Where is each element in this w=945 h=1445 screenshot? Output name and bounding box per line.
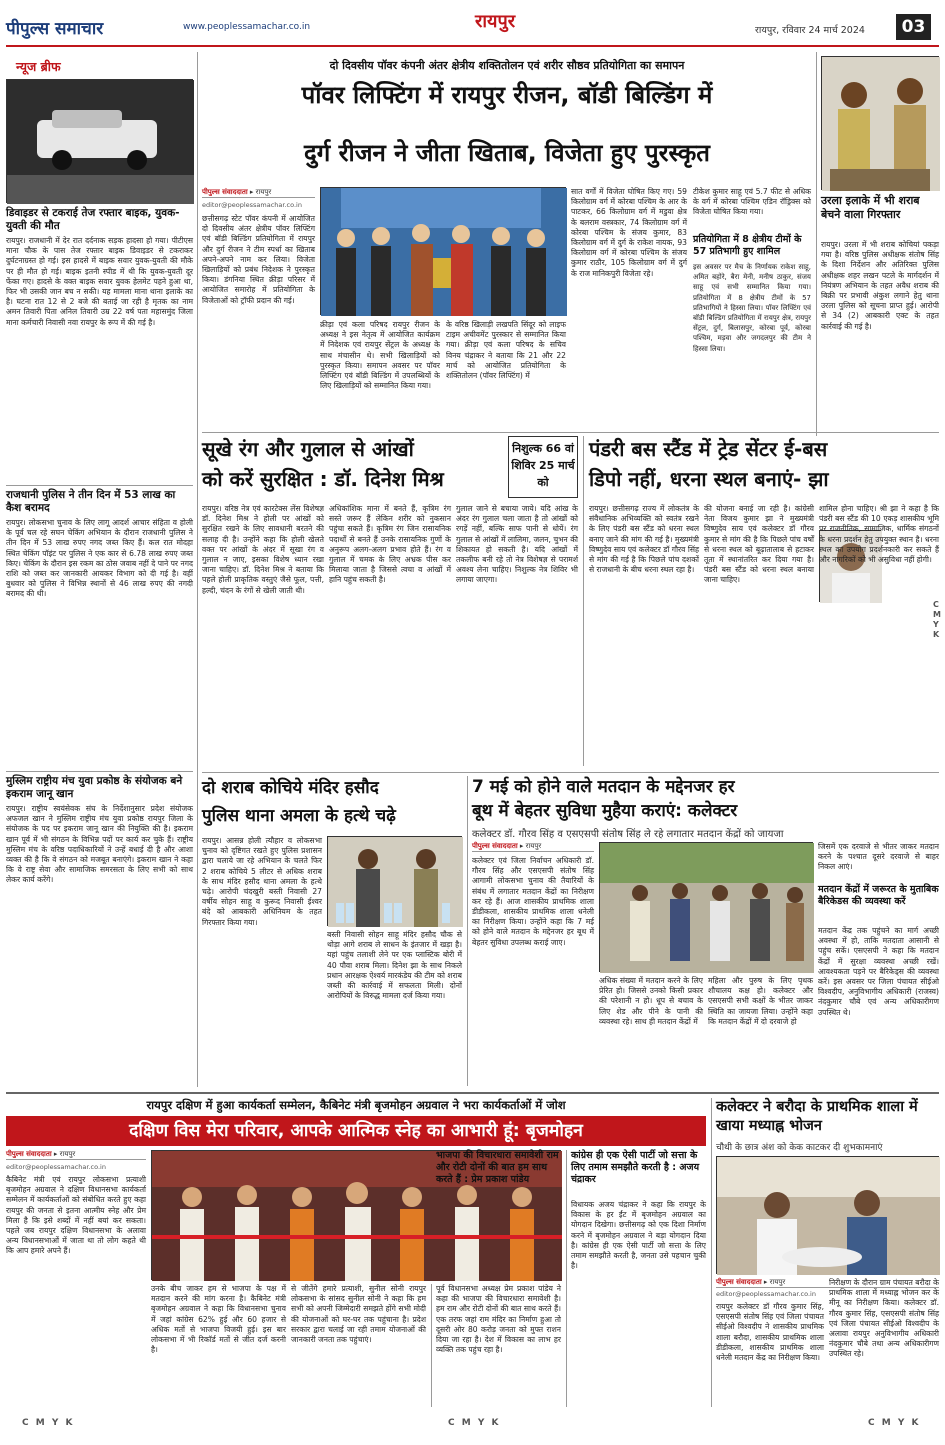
power-col5b: इस अवसर पर मैच के निर्णायक राकेश साहू, अमित बहोरे, बैरा मेनी, मनीष ठाकुर, संजय साहू एवं सभी सम्मानित किया गया। प्रतियोगिता में 8 क्षेत्रीय टीमों के 57 प्रतिभागियों ने हिस्सा लिया। पॉवर लिफ्टिंग एवं बॉडी बिल्डिंग प्रतियोगिता में रायपुर क्षेत्र, रायपुर सेंट्रल, दुर्ग, बिलासपुर, कोरबा पूर्व, कोरबा पश्चिम, मड़वा और जगदलपुर की टीम ने हिस्सा लिया। bbox=[693, 263, 811, 353]
bridge-byline: पीपुल्स संवाददाता ▸ रायपुर bbox=[6, 1150, 146, 1160]
bridge-side-divider bbox=[431, 1284, 432, 1407]
power-winners-photo bbox=[320, 187, 566, 315]
brief-divider-2 bbox=[6, 771, 193, 772]
school-email: editor@peoplessamachar.co.in bbox=[716, 1290, 816, 1298]
holi-headline-2: को करें सुरक्षित : डॉ. दिनेश मिश्र bbox=[202, 467, 444, 491]
news-brief-label: न्यूज ब्रीफ bbox=[16, 59, 61, 74]
accident-photo bbox=[6, 79, 193, 203]
left-column-divider bbox=[197, 52, 198, 1087]
right-column-divider bbox=[816, 52, 817, 436]
depot-col1: रायपुर। छत्तीसगढ़ राज्य में लोकतंत्र के संवैधानिक अभिव्यक्ति को स्वतंत्र रखने के लिए पंडरी बस स्टैंड को धरना स्थल बनाए जाने की मांग की गई है। मुख्यमंत्री विष्णुदेव साय एवं कलेक्टर डॉ गौरव सिंह से मांग की गई है कि पिछले पांच दशकों से राजधानी के बीच धरना स्थल रहा है। bbox=[589, 504, 699, 575]
depot-col2: की योजना बनाई जा रही है। कांग्रेसी नेता विजय कुमार झा ने मुख्यमंत्री विष्णुदेव साय एवं कलेक्टर डॉ गौरव कुमार से मांग की है कि पिछले पांच वर्षों से धरना स्थल को बूढ़ातालाब से हटाकर तूता में स्थानांतरित कर दिया गया है। पंडरी बस स्टैंड को धरना स्थल बनाया जाना चाहिए। bbox=[704, 504, 814, 585]
lunch-photo-art bbox=[717, 1157, 940, 1275]
power-col3: के वरिष्ठ खिलाड़ी लखपति सिंदूर को लाइफ टाइम अचीवमेंट पुरस्कार से सम्मानित किया गया। क्रीड़ा एवं कला परिषद के सचिव विनय चंद्राकर ने बताया कि 21 और 22 मार्च को आयोजित प्रतियोगिता के शक्तितोलन (पॉवर लिफ्टिंग) में bbox=[446, 320, 566, 381]
power-col2: क्रीड़ा एवं कला परिषद रायपुर रीजन के अध्यक्ष ने इस नेतृत्व में आयोजित कार्यक्रम में निदेशक एवं रायपुर सेंट्रल के अध्यक्ष के साथ मंचासीन थे। सभी खिलाड़ियों को पुरस्कृत किया। समापन अवसर पर पॉवर लिफ्टिंग एवं बॉडी बिल्डिंग में उपलब्धियों के लिए खिलाड़ियों को सम्मानित किया गया। bbox=[320, 320, 440, 391]
collector-byline-city: रायपुर bbox=[525, 842, 542, 850]
brief-item2-title: राजधानी पुलिस ने तीन दिन में 53 लाख का कैश बरामद bbox=[6, 489, 176, 514]
power-email: editor@peoplessamachar.co.in bbox=[202, 201, 302, 209]
school-byline: पीपुल्स संवाददाता ▸ रायपुर bbox=[716, 1278, 939, 1288]
collector-headline-2: बूथ में बेहतर सुविधा मुहैया कराएं: कलेक्टर bbox=[472, 801, 738, 821]
bridge-banner: रायपुर दक्षिण में हुआ कार्यकर्ता सम्मेलन, कैबिनेट मंत्री बृजमोहन अग्रवाल ने भरा कार्यकर्ताओं में जोश bbox=[146, 1098, 566, 1112]
top-section-divider bbox=[202, 432, 939, 433]
power-byline-city: रायपुर bbox=[255, 188, 272, 196]
holi-col1: रायपुर। वरिष्ठ नेत्र एवं कारटेक्स लेंस विशेषज्ञ डॉ. दिनेश मिश्र ने होली पर आंखों को सुरक्षित रखने के लिए सावधानी बरतने की सलाह दी है। उन्होंने कहा कि होली खेलते वक्त पर आंखों के अंदर में सूखा रंग व गुलाल न जाए, इसका विशेष ध्यान रखा जाना चाहिए। डॉ. दिनेश मिश्र ने बताया कि पहले होली प्राकृतिक वस्तुएं जैसे फूल, पत्ती, हल्दी, चंदन के रंगों से खेली जाती थी। bbox=[202, 504, 324, 595]
bridge-side2-divider bbox=[566, 1150, 567, 1407]
power-headline-1: पॉवर लिफ्टिंग में रायपुर रीजन, बॉडी बिल्डिंग में bbox=[301, 81, 713, 109]
mid-section-divider bbox=[202, 772, 939, 773]
brief-item2-body: रायपुर। लोकसभा चुनाव के लिए लागू आदर्श आचार संहिता व होली के पूर्व चल रहे सघन चेकिंग अभियान के दौरान राजधानी पुलिस ने तीन दिन में 53 लाख रुपए नगद जब्त किए हैं। कल रात मोदहा स्थित चेकिंग पॉइंट पर पुलिस ने एक कार से 6.78 लाख रुपए जब्त किए। चेकिंग के दौरान इस रकम का ठोस जवाब नहीं दे पाने पर नगद राशि को जब्त कर जानकारी आयकर विभाग को दी गई है। वहीं बुधवार को पुलिस ने विभिन्न स्थानों से 46 लाख रुपए की नगदी बरामद की थी। bbox=[6, 518, 193, 599]
depot-headline-2: डिपो नहीं, धरना स्थल बनाएं- झा bbox=[589, 467, 829, 491]
page-number: 03 bbox=[896, 14, 931, 40]
school-byline-name: पीपुल्स संवाददाता bbox=[716, 1278, 762, 1286]
news-brief-column bbox=[6, 52, 193, 1087]
depot-headline-1: पंडरी बस स्टैंड में ट्रेड सेंटर ई-बस bbox=[589, 437, 828, 461]
brief-divider-1 bbox=[6, 485, 193, 486]
school-col1: रायपुर कलेक्टर डॉ गौरव कुमार सिंह, एसएसपी संतोष सिंह एवं जिला पंचायत सीईओ विश्वदीप ने शासकीय प्राथमिक शाला बरौदा, शासकीय प्राथमिक शाला डीडीकला, शासकीय प्राथमिक शाला धनेली मतदान केंद्र का निरीक्षण किया। bbox=[716, 1302, 824, 1363]
holi-col3: गुलाल जाने से बचाया जाये। यदि आंख के अंदर रंग गुलाल चला जाता है तो आंखों को रगड़ें नहीं, बल्कि साफ पानी से धोयें। रंग गुलाल से आंखों में लालिमा, जलन, चुभन की शिकायत हो सकती है। यदि आंखों में तकलीफ बनी रहे तो नेत्र विशेषज्ञ से परामर्श अवश्य लेना चाहिए। निशुल्क नेत्र शिविर भी लगाया जाएगा। bbox=[456, 504, 578, 585]
holi-depot-divider bbox=[583, 436, 584, 766]
liquor-right-body: रायपुर। उरला में भी शराब कोचियां पकड़ा गया है। वरिष्ठ पुलिस अधीक्षक संतोष सिंह के दिशा निर्देशन और अतिरिक्त पुलिस अधीक्षक शहर लखन पटले के मार्गदर्शन में नियंत्रण अभियान के तहत अवैध शराब की बिक्री पर प्रभावी अंकुश लगाने हेतु थाना उरला पुलिस को सूचना प्राप्त हुई। आरोपी से 34 (2) आबकारी एक्ट के तहत कार्रवाई की गई है। bbox=[821, 240, 939, 331]
collector-col1: कलेक्टर एवं जिला निर्वाचन अधिकारी डॉ. गौरव सिंह और एसएसपी संतोष सिंह आगामी लोकसभा चुनाव की तैयारियों के संबंध में लगातार मतदान केंद्रों का निरीक्षण कर रहे हैं। आज शासकीय प्राथमिक शाला डीडीकला, शासकीय प्राथमिक शाला धनेली का निरीक्षण किया। उन्होंने कहा कि 7 मई को होने वाले मतदान के मद्देनजर हर बूथ में बेहतर सुविधा उपलब्ध कराई जाए। bbox=[472, 856, 594, 947]
registration-right: C M Y K bbox=[868, 1418, 921, 1428]
holi-col2: अधिकांशिक माना में बनते हैं, कृत्रिम रंग सस्ते जरूर हैं लेकिन शरीर को नुकसान पहुंचा सकते हैं। कृत्रिम रंग जिन रासायनिक पदार्थों से बनते हैं उनके रासायनिक गुणों के अनुरूप अलग-अलग प्रभाव होते हैं। रंग व गुलाल में चमक के लिए अभ्रक पीस कर मिलाया जाता है जिससे त्वचा व आंखों में हानि पहुंच सकती है। bbox=[329, 504, 451, 585]
school-headline: कलेक्टर ने बरौदा के प्राथमिक शाला में खाया मध्याह्न भोजन bbox=[716, 1099, 918, 1134]
masthead-url: www.peoplessamachar.co.in bbox=[183, 22, 311, 32]
collector-col4-subhead: मतदान केंद्रों में जरूरत के मुताबिक बैरिकेडस की व्यवस्था करें bbox=[818, 884, 939, 907]
bridge-byline-name: पीपुल्स संवाददाता bbox=[6, 1150, 52, 1158]
liquor-photo-art bbox=[822, 57, 940, 191]
liquor-mid-headline-2: पुलिस थाना अमला के हत्थे चढ़े bbox=[202, 806, 396, 826]
masthead-rule bbox=[6, 45, 939, 47]
holi-sidebox: निशुल्क 66 वां शिविर 25 मार्च को bbox=[508, 436, 578, 498]
bridge-side1-text: पूर्व विधानसभा अध्यक्ष प्रेम प्रकाश पांडेय ने कहा की भाजपा की विचारधारा समावेशी है। हम राम और रोटी दोनों की बात साथ करते हैं। एक तरफ जहां राम मंदिर का निर्माण हुआ तो दूसरी ओर 80 करोड़ जनता को मुफ्त राशन दिया जा रहा है। देश में विकास का लाभ हर व्यक्ति तक पहुंच रहा है। bbox=[436, 1284, 561, 1355]
seizure-photo-art bbox=[328, 837, 463, 927]
power-col5: टीकेश कुमार साहू एवं 5.7 फीट से अधिक के वर्ग में कोरबा पश्चिम एडिन रॉड्रिक्स को विजेता घोषित किया गया। bbox=[693, 187, 811, 217]
collector-visit-photo bbox=[599, 842, 813, 972]
registration-left: C M Y K bbox=[22, 1418, 75, 1428]
collector-col3: महिला और पुरुष के लिए पृथक शौचालय कक्ष हो। कलेक्टर और एसएसपी सभी कक्षों के भीतर जाकर स्थिति का जायजा लिया। उन्होंने कहा कि मतदान केंद्रों में दो दरवाजे हो bbox=[708, 976, 813, 1026]
bridge-side2-title: कांग्रेस ही एक ऐसी पार्टी जो सत्ता के लिए तमाम समझौते करती है : अजय चंद्राकर bbox=[571, 1150, 700, 1185]
bridge-byline-city: रायपुर bbox=[59, 1150, 76, 1158]
liquor-arrest-photo bbox=[821, 56, 939, 190]
brief-item3-body: रायपुर। राष्ट्रीय स्वयंसेवक संघ के निर्देशानुसार प्रदेश संयोजक अफजल खान ने मुस्लिम राष्ट्रीय मंच युवा प्रकोष्ठ रायपुर जिला के संयोजक के पद पर इकराम जानू खान की नियुक्ति की है। इकराम खान पूर्व में भी संगठन के विभिन्न पदों पर कार्य कर चुके हैं। राष्ट्रीय मुस्लिम मंच के वरिष्ठ पदाधिकारियों ने उन्हें बधाई दी है और आशा व्यक्त की है कि वे संगठन को मजबूत बनाएंगे। इकराम खान ने कहा कि वे राष्ट्र सेवा और सामाजिक समरसता के लिए सभी को साथ लेकर कार्य करेंगे। bbox=[6, 804, 193, 885]
liquor-mid-col1: रायपुर। आसन्न होली त्यौहार व लोकसभा चुनाव को दृष्टिगत रखते हुए पुलिस प्रशासन द्वारा चलाये जा रहे अभियान के चलते फिर 2 शराब कोचिये 5 लीटर से अधिक शराब के साथ मंदिर हसौद थाना अमला के हत्थे चढ़े। आरोपी चंदखुरी बस्ती निवासी 27 वर्षीय सोहन साहू व कुरूद निवासी ईश्वर बंदे को आबकारी अधिनियम के तहत गिरफ्तार किया गया। bbox=[202, 836, 322, 927]
school-subhead: चौथी के छात्र अंश को केक काटकर दी शुभकामनाएं bbox=[716, 1143, 883, 1153]
registration-side: CMYK bbox=[933, 600, 941, 639]
visit-photo-art bbox=[600, 843, 814, 973]
masthead-logo: पीपुल्स समाचार bbox=[6, 19, 104, 39]
liquor-right-title: उरला इलाके में भी शराब बेचने वाला गिरफ्तार bbox=[821, 194, 920, 221]
bridge-col2: उनके बीच जाकर हम से भाजपा के पक्ष में मतदान करने की मांग करना है। कैबिनेट मंत्री बृजमोहन अग्रवाल ने कहा कि विधानसभा चुनाव में जहां कांग्रेस 62% हुई और 60 हजार से अधिक मतों से भाजपा विजयी हुई। इस बार लोकसभा में भी रिकॉर्ड मतों से जीत दर्ज करनी है। bbox=[151, 1284, 286, 1355]
collector-subhead: कलेक्टर डॉ. गौरव सिंह व एसएसपी संतोष सिंह ले रहे लगातार मतदान केंद्रों को जायजा bbox=[472, 829, 784, 840]
power-subhead: प्रतियोगिता में 8 क्षेत्रीय टीमों के 57 प्रतिभागी हुए शामिल bbox=[693, 234, 802, 257]
power-byline: पीपुल्स संवाददाता ▸ रायपुर bbox=[202, 188, 315, 198]
bottom-section-divider bbox=[6, 1092, 939, 1094]
brief-item1-body: रायपुर। राजधानी में देर रात दर्दनाक सड़क हादसा हो गया। पीटीएस माना चौक के पास तेज रफ्तार बाइक डिवाइडर से टकराकर दुर्घटनाग्रस्त हो गई। इस हादसे में बाइक सवार युवक-युवती की मौके पर ही मौत हो गई। बाइक इतनी स्पीड में थी कि युवक-युवती दूर फेंका गए। हादसे के वक्त बाइक सवार युवक हेलमेट पहने हुआ था, फिर भी उसकी जान बच न सकी। यह मामला माना थाना इलाके का है। घटना रात 12 से 2 बजे की बताई जा रही है मृतक का नाम अमन तिवारी पिता अनिल तिवारी उम्र 22 वर्ष पता महासमुंद जिला माना कर्मचारी निवासी नवा रायपुर के रूप में की गई है। bbox=[6, 236, 193, 327]
collector-col2: अधिक संख्या में मतदान करने के लिए प्रेरित हो। जिससे उनको किसी प्रकार की परेशानी न हो। धूप से बचाव के लिए शेड और पीने के पानी की व्यवस्था रहे। साथ ही मतदान केंद्रों में bbox=[599, 976, 703, 1026]
school-byline-city: रायपुर bbox=[769, 1278, 786, 1286]
bridge-school-divider bbox=[711, 1098, 712, 1407]
power-col1: छत्तीसगढ़ स्टेट पॉवर कंपनी में आयोजित दो दिवसीय अंतर क्षेत्रीय पॉवर लिफ्टिंग एवं बॉडी बिल्डिंग प्रतियोगिता में रायपुर और दुर्ग रीजन ने टीम स्पर्धा का खिताब अपने-अपने नाम कर लिया। विजेता खिलाड़ियों को प्रबंध निदेशक ने पुरस्कृत किया। डंगनिया स्थित क्रीड़ा परिसर में आयोजित समारोह में प्रतियोगिता के विजेताओं को ट्रॉफी प्रदान की गई। bbox=[202, 214, 315, 305]
school-lunch-photo bbox=[716, 1156, 939, 1274]
bridge-headline: दक्षिण विस मेरा परिवार, आपके आत्मिक स्नेह का आभारी हूं: बृजमोहन bbox=[6, 1116, 706, 1146]
liquor-mid-headline-1: दो शराब कोचिये मंदिर हसौद bbox=[202, 778, 379, 798]
liquor-collector-divider bbox=[467, 776, 468, 1086]
masthead-city: रायपुर bbox=[475, 11, 516, 32]
power-col4: सात वर्गों में विजेता घोषित किए गए। 59 किलोग्राम वर्ग में कोरबा पश्चिम के आर के पाटकर, 66 किलोग्राम वर्ग में मडुवा क्षेत्र के बलराम वस्त्रकार, 74 किलोग्राम वर्ग में कोरबा पश्चिम के संजय कुमार, 83 किलोग्राम वर्ग में दुर्ग के राकेश नायक, 93 किलोग्राम वर्ग में कोरबा पश्चिम के संजय कुमार राठौर, 105 किलोग्राम वर्ग में दुर्ग के राज मानिकपुरी विजेता रहे। bbox=[571, 187, 687, 278]
bridge-col3: से जीतेंगे हमारे प्रत्याशी, सुनील सोनी रायपुर लोकसभा के सांसद सुनील सोनी ने कहा कि हम सभी को अपनी जिम्मेदारी समझते होंगे सभी मोदी की योजनाओं को घर-घर तक पहुंचाना है। प्रदेश सरकार द्वारा चलाई जा रही तमाम योजनाओं की जानकारी जनता तक पहुंचाएं। bbox=[291, 1284, 426, 1345]
power-photo-art bbox=[321, 188, 567, 316]
power-byline-name: पीपुल्स संवाददाता bbox=[202, 188, 248, 196]
bridge-side1-title: भाजपा की विचारधारा समावेशी राम और रोटी दोनों की बात हम साथ करते हैं : प्रेम प्रकाश पांडेय bbox=[436, 1150, 559, 1185]
brief-item3-title: मुस्लिम राष्ट्रीय मंच युवा प्रकोष्ठ के संयोजक बने इकराम जानू खान bbox=[6, 775, 183, 800]
bridge-col1: कैबिनेट मंत्री एवं रायपुर लोकसभा प्रत्याशी बृजमोहन अग्रवाल ने दक्षिण विधानसभा कार्यकर्ता सम्मेलन में कार्यकर्ताओं को संबोधित करते हुए कहा रायपुर की जनता से इतना आत्मीय स्नेह और प्रेम मिला है कि इसे शब्दों में नहीं बयां कर सकता। पहले जब रायपुर दक्षिण विधानसभा के अलावा अन्य विधानसभाओं में जाता था तो लोग कहते थी कि आप हमारे अपने हैं। bbox=[6, 1175, 146, 1256]
depot-col3: शामिल होना चाहिए। श्री झा ने कहा है कि पंडरी बस स्टैंड की 10 एकड़ शासकीय भूमि पर राजनीतिक, सामाजिक, धार्मिक संगठनों के धरना प्रदर्शन हेतु उपयुक्त स्थान है। धरना स्थल का उपयोग प्रदर्शनकारी कर सकते हैं और नागरिकों को भी असुविधा नहीं होगी। bbox=[819, 504, 939, 565]
liquor-seizure-photo bbox=[327, 836, 462, 926]
collector-byline-name: पीपुल्स संवाददाता bbox=[472, 842, 518, 850]
bridge-side2-body: विधायक अजय चंद्राकर ने कहा कि रायपुर के विकास के हर ईंट में बृजमोहन अग्रवाल का योगदान दिखेगा। छत्तीसगढ़ को एक दिशा निर्माण करने में बृजमोहन अग्रवाल ने बड़ा योगदान दिया है। कांग्रेस ही एक ऐसी पार्टी जो सत्ता के लिए तमाम समझौते करती है, जनता उसे पहचान चुकी है। bbox=[571, 1200, 706, 1271]
holi-headline-1: सूखे रंग और गुलाल से आंखों bbox=[202, 437, 414, 461]
collector-col4a: जिसमें एक दरवाजे से भीतर जाकर मतदान करने के पश्चात दूसरे दरवाजे से बाहर निकल आएं। bbox=[818, 842, 939, 872]
collector-byline: पीपुल्स संवाददाता ▸ रायपुर bbox=[472, 842, 594, 852]
registration-mid: C M Y K bbox=[448, 1418, 501, 1428]
power-kicker: दो दिवसीय पॉवर कंपनी अंतर क्षेत्रीय शक्तितोलन एवं शरीर सौष्ठव प्रतियोगिता का समापन bbox=[329, 59, 685, 72]
collector-col4b: मतदान केंद्र तक पहुंचने का मार्ग अच्छी अवस्था में हो, ताकि मतदाता आसानी से पहुंच सकें। एसएसपी ने कहा कि मतदान केंद्रों में सुरक्षा व्यवस्था अच्छी रखें। आवश्यकता पड़ने पर बैरिकेड्स की व्यवस्था करें। इस अवसर पर जिला पंचायत सीईओ विश्वदीप, अनुविभागीय अधिकारी (राजस्व) नंदकुमार चौबे एवं अन्य अधिकारीगण उपस्थित थे। bbox=[818, 926, 939, 1017]
collector-headline-1: 7 मई को होने वाले मतदान के मद्देनजर हर bbox=[472, 777, 735, 797]
accident-photo-art bbox=[7, 80, 194, 204]
masthead-dateline: रायपुर, रविवार 24 मार्च 2024 bbox=[755, 25, 865, 36]
power-headline-2: दुर्ग रीजन ने जीता खिताब, विजेता हुए पुरस्कृत bbox=[304, 139, 710, 167]
brief-item1-title: डिवाइडर से टकराई तेज रफ्तार बाइक, युवक-युवती की मौत bbox=[6, 207, 180, 232]
bridge-email: editor@peoplessamachar.co.in bbox=[6, 1163, 106, 1171]
liquor-mid-col2: बस्ती निवासी सोहन साहू मंदिर हसौद चौक से थोड़ा आगे शराब ले साधन के इंतजार में खड़ा है। यहां पहुंच तलाशी लेने पर एक प्लास्टिक बोरी में 40 पौवा शराब मिला। दिनेश झा के साथ निकले प्रधान आरक्षक ऐश्वर्य मारकंडेय की टीम को शराब जब्ती की कार्रवाई में सफलता मिली। दोनों आरोपियों के विरुद्ध मामला दर्ज किया गया। bbox=[327, 930, 462, 1001]
masthead bbox=[0, 0, 945, 46]
school-col2: निरीक्षण के दौरान ग्राम पंचायत बरौदा के प्राथमिक शाला में मध्याह्न भोजन कर के मीनू का निरीक्षण किया। कलेक्टर डॉ. गौरव कुमार सिंह, एसएसपी संतोष सिंह एवं जिला पंचायत सीईओ विश्वदीप के अलावा रायपुर अनुविभागीय अधिकारी नंदकुमार चौबे तथा अन्य अधिकारीगण उपस्थित रहे। bbox=[829, 1278, 939, 1359]
